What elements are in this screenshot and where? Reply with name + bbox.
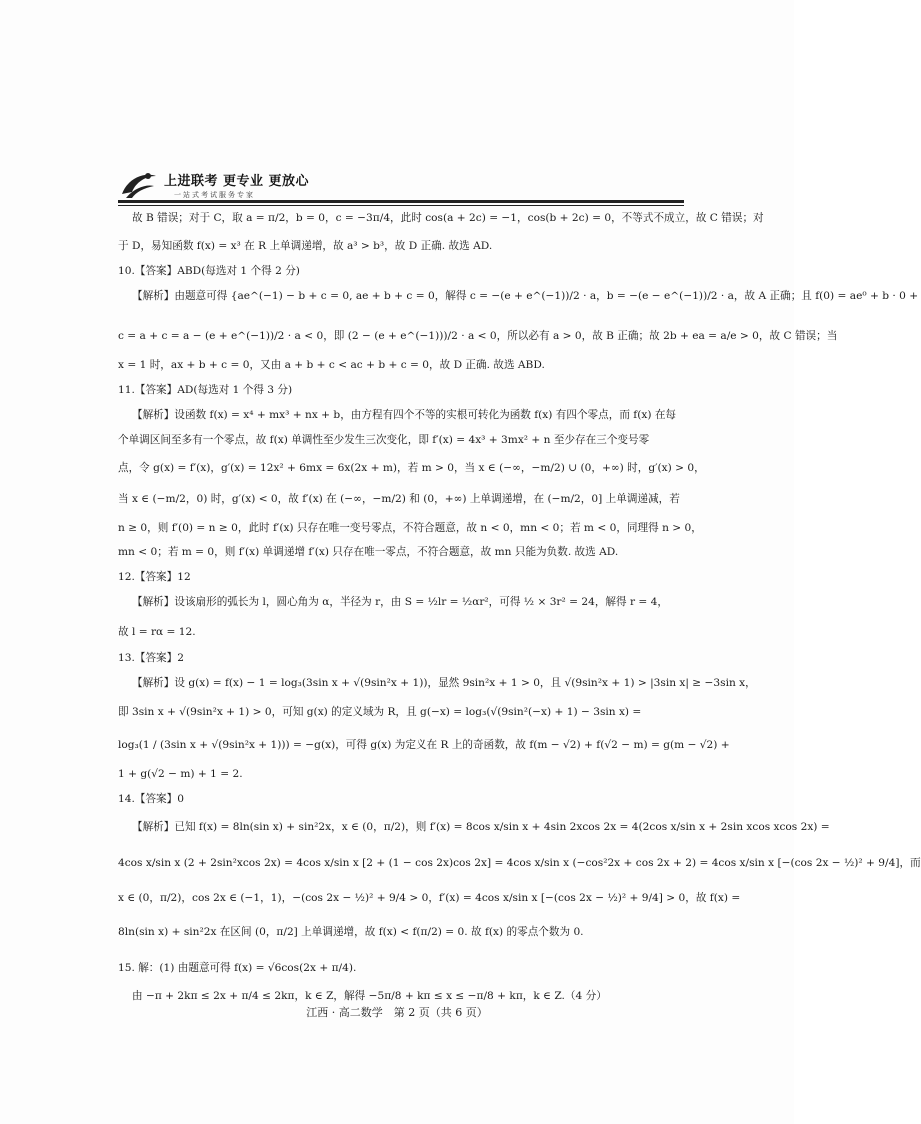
page-header xyxy=(118,166,678,210)
text-line: 【解析】由题意可得 {ae^(−1) − b + c = 0, ae + b + c = 0，解得 c = −(e + e^(−1))/2 · a，b = −(e − e^(−1))/2 · a，故 A 正确；且 f(0) = ae⁰ + b · 0 + xyxy=(132,290,919,302)
text-line: 【解析】设函数 f(x) = x⁴ + mx³ + nx + b，由方程有四个不等的实根可转化为函数 f(x) 有四个零点，而 f(x) 在每 xyxy=(132,409,677,421)
text-line: 【解析】设该扇形的弧长为 l，圆心角为 α，半径为 r，由 S = ½lr = ½αr²，可得 ½ × 3r² = 24，解得 r = 4， xyxy=(132,596,668,608)
brand-logo-icon xyxy=(118,168,160,202)
text-line: 4cos x/sin x (2 + 2sin²xcos 2x) = 4cos x/sin x [2 + (1 − cos 2x)cos 2x] = 4cos x/sin x (−cos²2x + cos 2x + 2) = 4cos x/sin x [−(cos 2x − ½)² + 9/4]，而 xyxy=(118,857,921,869)
text-line: c = a + c = a − (e + e^(−1))/2 · a < 0，即 (2 − (e + e^(−1)))/2 · a < 0，所以必有 a > 0，故 B 正确；故 2b + ea = a/e > 0，故 C 错误；当 xyxy=(118,330,838,342)
header-rule-thin xyxy=(118,205,684,206)
text-line: log₃(1 / (3sin x + √(9sin²x + 1))) = −g(x)，可得 g(x) 为定义在 R 上的奇函数，故 f(m − √2) + f(√2 − m) = g(m − √2) + xyxy=(118,739,730,751)
page-footer: 江西 · 高二数学 第 2 页（共 6 页） xyxy=(306,1006,488,1019)
answer-heading: 11.【答案】AD(每选对 1 个得 3 分) xyxy=(118,384,293,396)
text-line: 8ln(sin x) + sin²2x 在区间 (0，π/2] 上单调递增，故 f(x) < f(π/2) = 0. 故 f(x) 的零点个数为 0. xyxy=(118,926,584,938)
text-line: 【解析】设 g(x) = f(x) − 1 = log₃(3sin x + √(9sin²x + 1))，显然 9sin²x + 1 > 0，且 √(9sin²x + 1) > |3sin x| ≥ −3sin x， xyxy=(132,677,756,689)
text-line: 【解析】已知 f(x) = 8ln(sin x) + sin²2x，x ∈ (0，π/2)，则 f′(x) = 8cos x/sin x + 4sin 2xcos 2x = 4(2cos x/sin x + 2sin xcos xcos 2x) = xyxy=(132,821,830,833)
brand-slogan: 上进联考 更专业 更放心 xyxy=(164,174,310,189)
text-line: n ≥ 0，则 f′(0) = n ≥ 0，此时 f′(x) 只存在唯一变号零点，不符合题意，故 n < 0，mn < 0；若 m < 0，同理得 n > 0， xyxy=(118,522,702,534)
text-line: 于 D，易知函数 f(x) = x³ 在 R 上单调递增，故 a³ > b³，故 D 正确. 故选 AD. xyxy=(118,240,493,252)
text-line: x = 1 时，ax + b + c = 0，又由 a + b + c < ac + b + c = 0，故 D 正确. 故选 ABD. xyxy=(118,359,545,371)
text-line: x ∈ (0，π/2)，cos 2x ∈ (−1，1)，−(cos 2x − ½)² + 9/4 > 0，f′(x) = 4cos x/sin x [−(cos 2x − ½)² + 9/4] > 0，故 f(x) = xyxy=(118,892,741,904)
text-line: 由 −π + 2kπ ≤ 2x + π/4 ≤ 2kπ，k ∈ Z，解得 −5π/8 + kπ ≤ x ≤ −π/8 + kπ，k ∈ Z.（4 分） xyxy=(132,990,607,1002)
text-line: 1 + g(√2 − m) + 1 = 2. xyxy=(118,768,243,780)
text-line: 故 B 错误；对于 C，取 a = π/2，b = 0，c = −3π/4，此时 cos(a + 2c) = −1，cos(b + 2c) = 0，不等式不成立，故 C 错误；对 xyxy=(132,212,764,224)
text-line: 当 x ∈ (−m/2，0) 时，g′(x) < 0，故 f′(x) 在 (−∞，−m/2) 和 (0，+∞) 上单调递增，在 (−m/2，0] 上单调递减，若 xyxy=(118,493,680,505)
answer-heading: 13.【答案】2 xyxy=(118,652,184,664)
text-line: mn < 0；若 m = 0，则 f′(x) 单调递增 f′(x) 只存在唯一零点，不符合题意，故 mn 只能为负数. 故选 AD. xyxy=(118,546,619,558)
brand-tagline: 一站式考试服务专家 xyxy=(174,191,255,199)
answer-heading: 12.【答案】12 xyxy=(118,571,191,583)
text-line: 即 3sin x + √(9sin²x + 1) > 0，可知 g(x) 的定义域为 R，且 g(−x) = log₃(√(9sin²(−x) + 1) − 3sin x) = xyxy=(118,706,642,718)
answer-heading: 15. 解：(1) 由题意可得 f(x) = √6cos(2x + π/4). xyxy=(118,962,357,974)
answer-heading: 10.【答案】ABD(每选对 1 个得 2 分) xyxy=(118,265,300,277)
text-line: 点，令 g(x) = f′(x)，g′(x) = 12x² + 6mx = 6x(2x + m)，若 m > 0，当 x ∈ (−∞，−m/2) ∪ (0，+∞) 时，g′(x) > 0， xyxy=(118,462,705,474)
text-line: 故 l = rα = 12. xyxy=(118,626,196,638)
answer-heading: 14.【答案】0 xyxy=(118,793,184,805)
header-rule xyxy=(118,200,684,203)
text-line: 个单调区间至多有一个零点，故 f(x) 单调性至少发生三次变化，即 f′(x) = 4x³ + 3mx² + n 至少存在三个变号零 xyxy=(118,434,650,446)
